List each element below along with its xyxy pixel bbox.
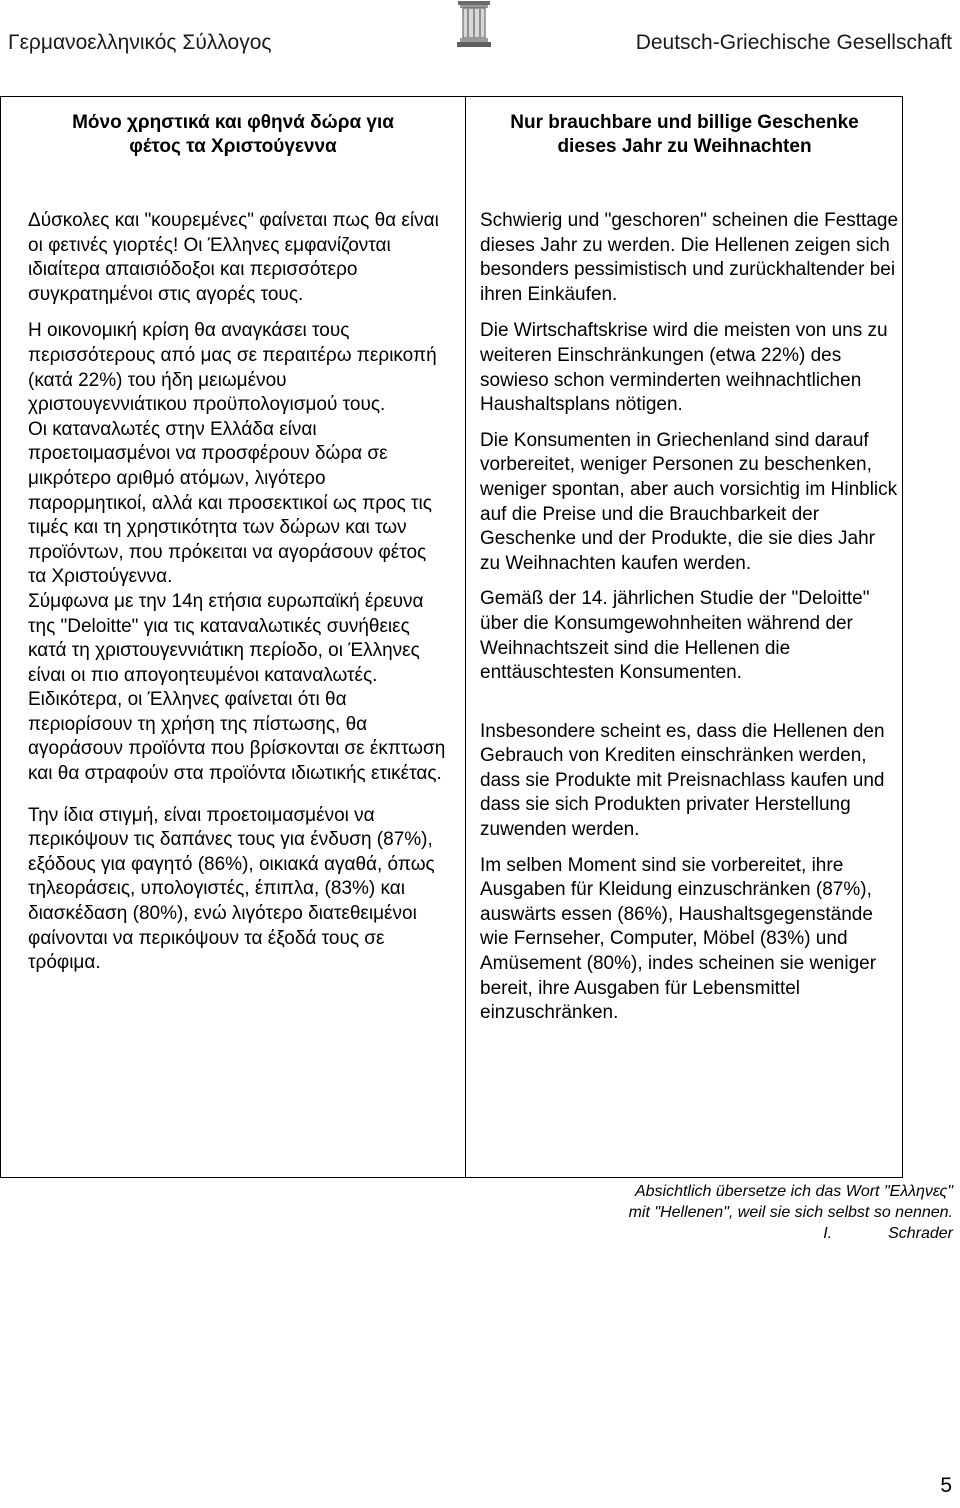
- greek-paragraph-5: Ειδικότερα, οι Έλληνες φαίνεται ότι θα περιορίσουν τη χρήση της πίστωσης, θα αγοράσουν προϊόντα που βρίσκονται σε έκπτωση και θα στραφούν στα προϊόντα ιδιωτικής ετικέτας.: [28, 689, 446, 785]
- german-title-line1: Nur brauchbare und billige Geschenke: [510, 112, 859, 133]
- german-paragraph-3: Die Konsumenten in Griechenland sind darauf vorbereitet, weniger Personen zu beschenken, weniger spontan, aber auch vorsichtig im Hinblick auf die Preise und die Brauchbarkeit der Geschenke und der Produkte, die sie dies Jahr zu Weihnachten kaufen werden.: [480, 429, 898, 574]
- translator-initial: I.: [823, 1225, 833, 1242]
- greek-paragraph-4: Σύμφωνα με την 14η ετήσια ευρωπαϊκή έρευνα της "Deloitte" για τις καταναλωτικές συνήθειες κατά τη χριστουγεννιάτικη περίοδο, οι Έλληνες είναι οι πιο απογοητευμένοι καταναλωτές.: [28, 590, 424, 686]
- greek-title: [1, 111, 465, 159]
- greek-title-line1: Μόνο χρηστικά και φθηνά δώρα για: [72, 112, 394, 133]
- page-header: [0, 0, 960, 80]
- german-paragraph-4: Gemäß der 14. jährlichen Studie der "Deloitte" über die Konsumgewohnheiten während der Weihnachtszeit sind die Hellenen die enttäuschtesten Konsumenten.: [480, 588, 870, 684]
- translator-note-line1: Absichtlich übersetze ich das Wort "Ελληνες": [634, 1183, 953, 1200]
- german-paragraph-5: Insbesondere scheint es, dass die Hellenen den Gebrauch von Krediten einschränken werden, dass sie Produkte mit Preisnachlass kaufen und dass sie sich Produkten privater Herstellung zuwenden werden.: [480, 720, 885, 841]
- header-society-greek: Γερμανοελληνικός Σύλλογος: [8, 31, 272, 54]
- greek-paragraph-6: Την ίδια στιγμή, είναι προετοιμασμένοι να περικόψουν τις δαπάνες τους για ένδυση (87%), εξόδους για φαγητό (86%), οικιακά αγαθά, όπως τηλεοράσεις, υπολογιστές, έπιπλα, (83%) και διασκέδαση (80%), ενώ λιγότερο διατεθειμένοι φαίνονται να περικόψουν τα έξοδά τους σε τρόφιμα.: [28, 804, 435, 974]
- greek-column-logo-icon: [454, 0, 494, 48]
- column-divider: [465, 97, 466, 1177]
- german-paragraph-1: Schwierig und "geschoren" scheinen die Festtage dieses Jahr zu werden. Die Hellenen zeigen sich besonders pessimistisch und zurückhaltender bei ihren Einkäufen.: [480, 210, 899, 305]
- page-number: 5: [940, 1474, 952, 1497]
- bilingual-article-table: [0, 96, 903, 1178]
- greek-paragraph-3: Οι καταναλωτές στην Ελλάδα είναι προετοιμασμένοι να προσφέρουν δώρα σε μικρότερο αριθμό ατόμων, λιγότερο παρορμητικοί, αλλά και προσεκτικοί ως προς τις τιμές και τη χρηστικότητα των δώρων και των προϊόντων, που πρόκειται να αγοράσουν φέτος τα Χριστούγεννα.: [28, 418, 432, 588]
- german-title-line2: dieses Jahr zu Weihnachten: [557, 136, 812, 157]
- german-title: [466, 111, 903, 159]
- translator-note-line2: mit "Hellenen", weil sie sich selbst so nennen.: [628, 1204, 953, 1221]
- greek-column: [28, 209, 448, 976]
- german-paragraph-2: Die Wirtschaftskrise wird die meisten von uns zu weiteren Einschränkungen (etwa 22%) des sowieso schon verminderten weihnachtlichen Haushaltsplans nötigen.: [480, 320, 888, 416]
- header-society-german: Deutsch-Griechische Gesellschaft: [635, 31, 952, 54]
- german-column: [480, 209, 900, 1026]
- translator-name: Schrader: [888, 1225, 953, 1242]
- greek-paragraph-2: Η οικονομική κρίση θα αναγκάσει τους περισσότερους από μας σε περαιτέρω περικοπή (κατά 22%) του ήδη μειωμένου χριστουγεννιάτικου προϋπολογισμού τους.: [28, 320, 437, 416]
- german-paragraph-6: Im selben Moment sind sie vorbereitet, ihre Ausgaben für Kleidung einzuschränken (87%), auswärts essen (86%), Haushaltsgegenstände wie Fernseher, Computer, Möbel (83%) und Amüsement (80%), indes scheinen sie weniger bereit, ihre Ausgaben für Lebensmittel einzuschränken.: [480, 854, 877, 1024]
- translator-note: [573, 1181, 953, 1244]
- translator-signature: [573, 1223, 953, 1244]
- greek-title-line2: φέτος τα Χριστούγεννα: [129, 136, 337, 157]
- greek-paragraph-1: Δύσκολες και "κουρεμένες" φαίνεται πως θα είναι οι φετινές γιορτές! Οι Έλληνες εμφανίζονται ιδιαίτερα απαισιόδοξοι και περισσότερο συγκρατημένοι στις αγορές τους.: [28, 210, 439, 305]
